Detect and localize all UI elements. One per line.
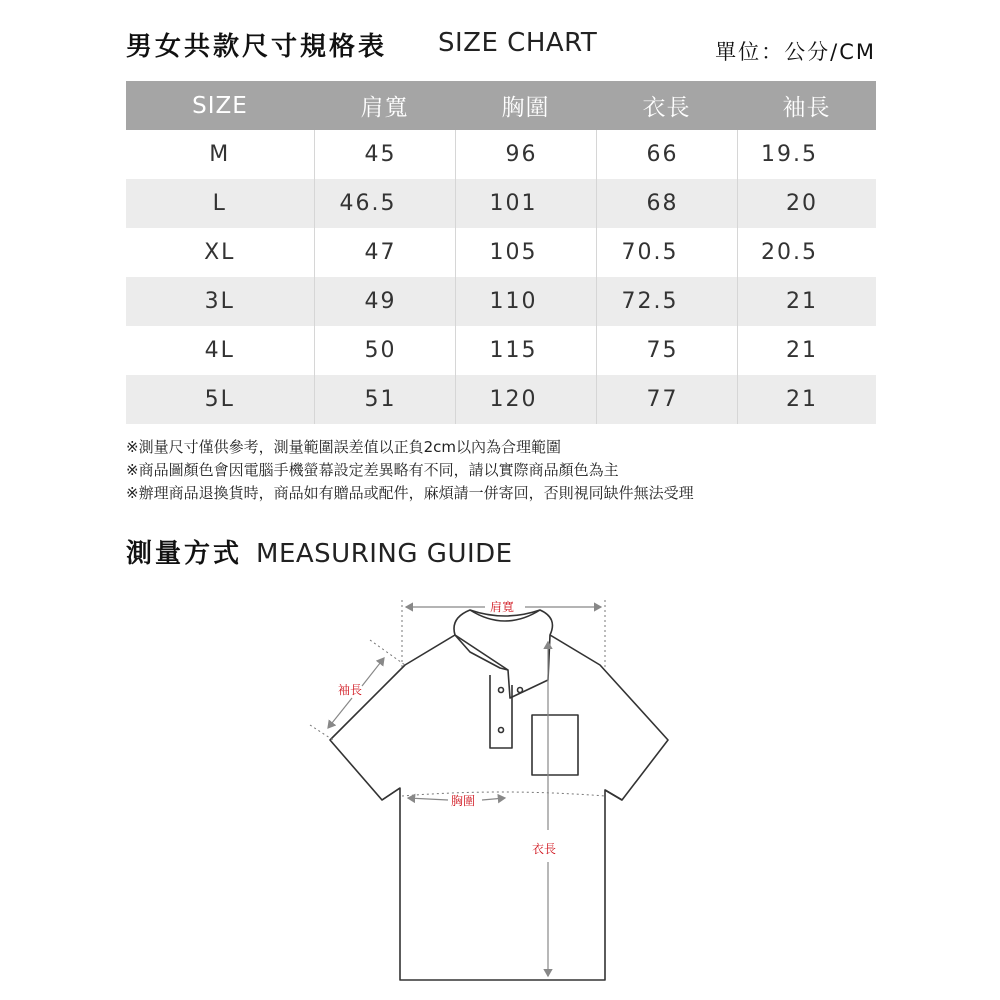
- sleeve-cell: 21: [737, 326, 876, 375]
- length-cell: 66: [596, 130, 737, 179]
- note-color-difference: ※商品圖顏色會因電腦手機螢幕設定差異略有不同，請以實際商品顏色為主: [126, 461, 619, 479]
- size-chart-title-en: SIZE CHART: [438, 28, 598, 58]
- measuring-guide-title: [126, 533, 513, 570]
- column-header-sleeve: 袖長: [737, 81, 876, 130]
- note-measurement-tolerance: ※測量尺寸僅供參考，測量範圍誤差值以正負2cm以內為合理範圍: [126, 438, 561, 456]
- body-length-label: 衣長: [532, 842, 557, 856]
- sleeve-cell: 21: [737, 375, 876, 424]
- size-chart-header: [126, 24, 876, 68]
- column-header-length: 衣長: [596, 81, 737, 130]
- chest-cell: 96: [455, 130, 596, 179]
- shoulder-cell: 46.5: [314, 179, 455, 228]
- length-cell: 75: [596, 326, 737, 375]
- table-row: [126, 375, 876, 424]
- size-cell: M: [209, 142, 231, 167]
- table-row: [126, 228, 876, 277]
- measuring-guide-title-cn: 測量方式: [126, 539, 243, 569]
- polo-shirt-diagram: [300, 590, 700, 990]
- shoulder-cell: 47: [314, 228, 455, 277]
- column-header-chest: 胸圍: [455, 81, 596, 130]
- table-row: [126, 326, 876, 375]
- sleeve-cell: 19.5: [737, 130, 876, 179]
- table-row: [126, 179, 876, 228]
- size-cell: 5L: [126, 375, 314, 424]
- size-cell: 3L: [126, 277, 314, 326]
- sleeve-cell: 20: [737, 179, 876, 228]
- sleeve-length-label: 袖長: [338, 683, 363, 697]
- shirt-outline: [330, 610, 668, 980]
- sleeve-cell: 20.5: [737, 228, 876, 277]
- shoulder-cell: 49: [314, 277, 455, 326]
- length-cell: 70.5: [596, 228, 737, 277]
- chest-width-label: 胸圍: [451, 794, 476, 808]
- column-header-shoulder: 肩寬: [314, 81, 455, 130]
- sleeve-cell: 21: [737, 277, 876, 326]
- column-header-size: SIZE: [126, 81, 314, 130]
- chest-cell: 101: [455, 179, 596, 228]
- shoulder-cell: 51: [314, 375, 455, 424]
- notes: [126, 436, 886, 505]
- measuring-guide-title-en: MEASURING GUIDE: [256, 539, 513, 569]
- chest-cell: 115: [455, 326, 596, 375]
- table-row: [126, 277, 876, 326]
- unit-label: 單位：公分/CM: [715, 40, 876, 64]
- shoulder-width-label: 肩寬: [490, 600, 515, 614]
- chest-cell: 110: [455, 277, 596, 326]
- shoulder-cell: 50: [314, 326, 455, 375]
- length-cell: 68: [596, 179, 737, 228]
- chest-cell: 120: [455, 375, 596, 424]
- size-chart-title: 男女共款尺寸規格表: [126, 32, 388, 62]
- table-header-row: [126, 81, 876, 130]
- size-table: [126, 81, 876, 424]
- size-cell: XL: [204, 240, 236, 265]
- size-cell: 4L: [204, 338, 235, 363]
- table-row: [126, 130, 876, 179]
- size-cell: L: [126, 179, 314, 228]
- length-cell: 77: [596, 375, 737, 424]
- length-cell: 72.5: [596, 277, 737, 326]
- shoulder-cell: 45: [314, 130, 455, 179]
- chest-cell: 105: [455, 228, 596, 277]
- note-return-policy: ※辦理商品退換貨時，商品如有贈品或配件，麻煩請一併寄回，否則視同缺件無法受理: [126, 484, 694, 502]
